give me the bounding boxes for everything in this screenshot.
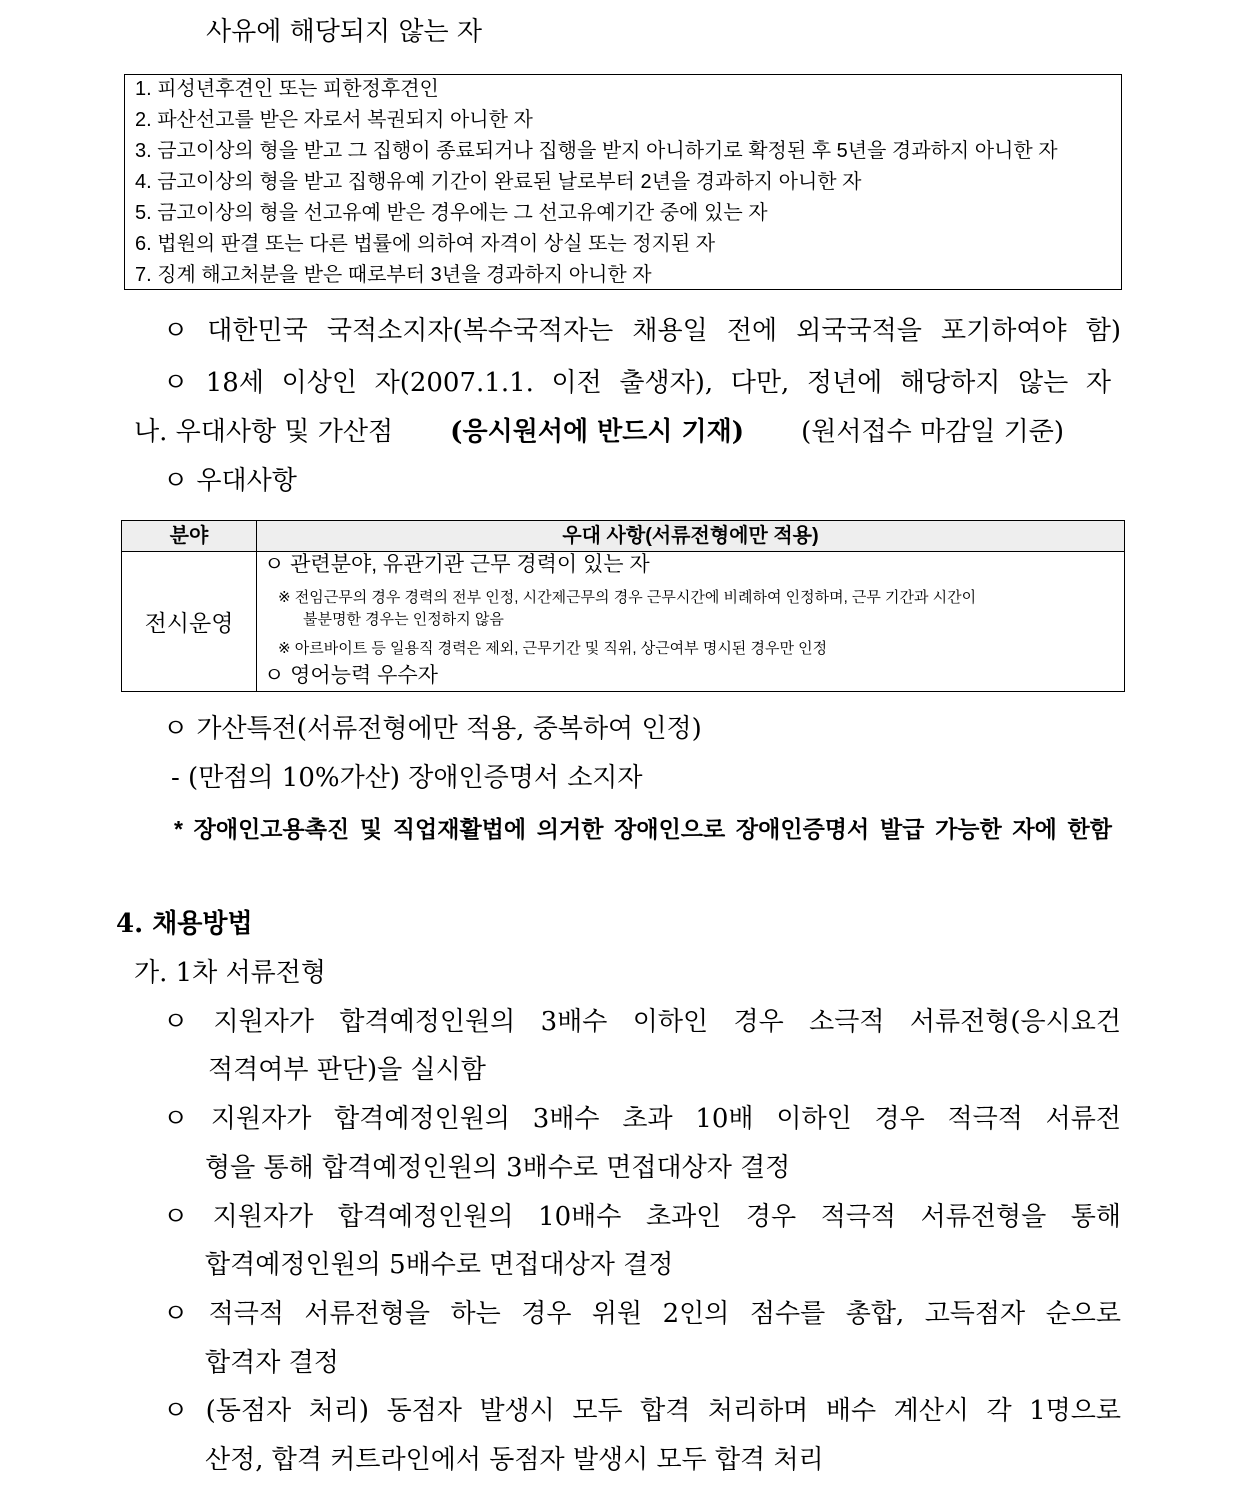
bullet-5-line-2: 산정, 합격 커트라인에서 동점자 발생시 모두 합격 처리: [205, 1445, 824, 1475]
bonus-note: * 장애인고용촉진 및 직업재활법에 의거한 장애인으로 장애인증명서 발급 가능한 자에 한함: [174, 816, 1112, 842]
bullet-1-line-1: ㅇ 지원자가 합격예정인원의 3배수 이하인 경우 소극적 서류전형(응시요건: [163, 1007, 1121, 1037]
list-item: 3. 금고이상의 형을 받고 그 집행이 종료되거나 집행을 받지 아니하기로 확정된 후 5년을 경과하지 아니한 자: [135, 140, 1058, 162]
list-item: 1. 피성년후견인 또는 피한정후견인: [135, 78, 439, 100]
disqualification-box: [124, 74, 1122, 290]
bonus-heading: ㅇ 가산특전(서류전형에만 적용, 중복하여 인정): [163, 714, 702, 744]
list-item: 2. 파산선고를 받은 자로서 복권되지 아니한 자: [135, 109, 533, 131]
field-cell: 전시운영: [144, 609, 234, 636]
preference-note-1-cont: 불분명한 경우는 인정하지 않음: [303, 611, 504, 628]
section-4-sub: 가. 1차 서류전형: [134, 958, 327, 988]
bullet-3-line-2: 합격예정인원의 5배수로 면접대상자 결정: [205, 1250, 674, 1280]
preference-item-career: ㅇ 관련분야, 유관기관 근무 경력이 있는 자: [264, 553, 650, 576]
list-item: 7. 징계 해고처분을 받은 때로부터 3년을 경과하지 아니한 자: [135, 264, 652, 286]
list-item: 4. 금고이상의 형을 받고 집행유예 기간이 완료된 날로부터 2년을 경과하지 아니한 자: [135, 171, 862, 193]
section-na-prefix: 나. 우대사항 및 가산점: [134, 417, 394, 447]
preference-note-2: ※ 아르바이트 등 일용직 경력은 제외, 근무기간 및 직위, 상근여부 명시된 경우만 인정: [278, 640, 828, 657]
bonus-item: - (만점의 10%가산) 장애인증명서 소지자: [171, 763, 643, 793]
bullet-3-line-1: ㅇ 지원자가 합격예정인원의 10배수 초과인 경우 적극적 서류전형을 통해: [163, 1202, 1121, 1232]
section-na-emphasis: (응시원서에 반드시 기재): [450, 417, 745, 447]
list-item: 6. 법원의 판결 또는 다른 법률에 의하여 자격이 상실 또는 정지된 자: [135, 233, 716, 255]
bullet-2-line-1: ㅇ 지원자가 합격예정인원의 3배수 초과 10배 이하인 경우 적극적 서류전: [163, 1104, 1121, 1134]
bullet-1-line-2: 적격여부 판단)을 실시함: [208, 1055, 486, 1085]
bullet-5-line-1: ㅇ (동점자 처리) 동점자 발생시 모두 합격 처리하며 배수 계산시 각 1명으로: [163, 1396, 1121, 1426]
preference-note-1: ※ 전임근무의 경우 경력의 전부 인정, 시간제근무의 경우 근무시간에 비례하여 인정하며, 근무 기간과 시간이: [278, 589, 977, 606]
bullet-4-line-2: 합격자 결정: [205, 1348, 339, 1378]
bullet-4-line-1: ㅇ 적극적 서류전형을 하는 경우 위원 2인의 점수를 총합, 고득점자 순으로: [163, 1299, 1121, 1329]
requirement-nationality: ㅇ 대한민국 국적소지자(복수국적자는 채용일 전에 외국국적을 포기하여야 함): [163, 316, 1121, 346]
preference-table: [121, 520, 1125, 692]
requirement-age: ㅇ 18세 이상인 자(2007.1.1. 이전 출생자), 다만, 정년에 해당하지 않는 자: [163, 368, 1111, 398]
header-content: 우대 사항(서류전형에만 적용): [562, 525, 819, 547]
preference-item-english: ㅇ 영어능력 우수자: [264, 664, 438, 687]
section-na-suffix: (원서접수 마감일 기준): [801, 417, 1064, 447]
intro-line: 사유에 해당되지 않는 자: [206, 17, 482, 47]
header-field: 분야: [169, 525, 209, 547]
preference-heading: ㅇ 우대사항: [163, 466, 297, 496]
bullet-2-line-2: 형을 통해 합격예정인원의 3배수로 면접대상자 결정: [205, 1153, 791, 1183]
section-4-title: 4. 채용방법: [116, 909, 253, 939]
section-na-heading: [134, 415, 1064, 449]
list-item: 5. 금고이상의 형을 선고유예 받은 경우에는 그 선고유예기간 중에 있는 자: [135, 202, 768, 224]
